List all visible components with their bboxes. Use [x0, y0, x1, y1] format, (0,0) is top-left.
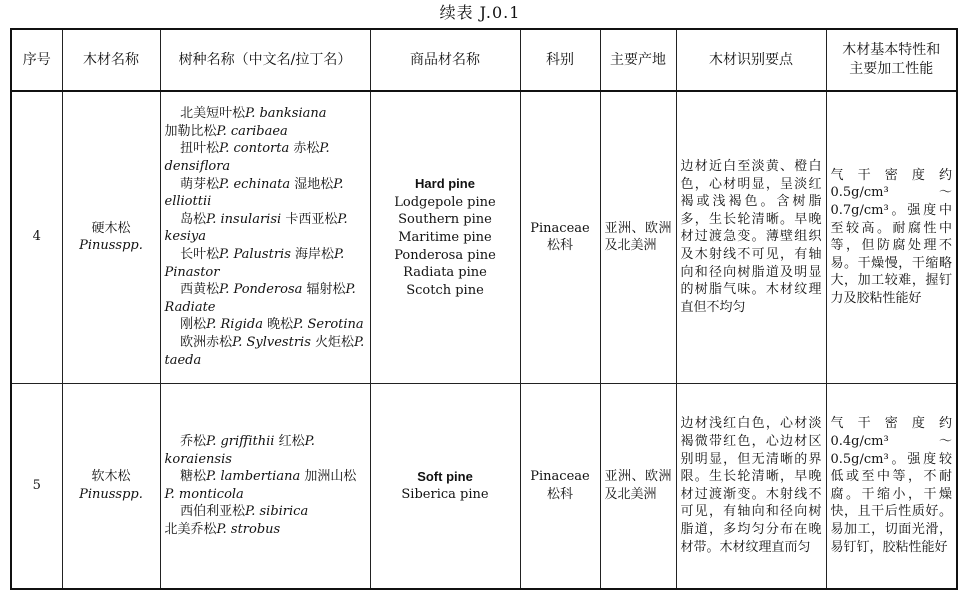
origin-cell: 亚洲、欧洲及北美洲 — [600, 91, 676, 383]
wood-name-cell — [62, 383, 160, 589]
trade-name-cell — [370, 383, 520, 589]
header-wood-name: 木材名称 — [62, 29, 160, 91]
header-properties-line1: 木材基本特性和 — [842, 42, 941, 58]
species-latin: P. kesiya — [164, 211, 348, 245]
species-cn: 北美短叶松 — [180, 106, 246, 122]
wood-species-table — [10, 28, 958, 590]
family-latin: Pinaceae — [530, 220, 590, 236]
family-cn: 松科 — [546, 486, 573, 502]
header-identification: 木材识别要点 — [676, 29, 826, 91]
species-cn: 辐射松 — [306, 282, 346, 298]
species-cell — [160, 383, 370, 589]
row-no: 4 — [11, 91, 62, 383]
species-latin: P. Ponderosa — [219, 282, 303, 298]
trade-group: Soft pine — [417, 468, 473, 484]
species-cn: 萌芽松 — [180, 176, 220, 192]
species-cell — [160, 91, 370, 383]
species-cn: 火炬松 — [315, 335, 355, 351]
header-row — [11, 29, 957, 91]
species-latin: P. elliottii — [164, 176, 344, 210]
wood-name-cn: 硬木松 — [91, 220, 131, 236]
species-latin: P. Pinastor — [164, 247, 345, 280]
species-latin: P. Rigida — [206, 317, 263, 333]
species-cn: 红松 — [278, 433, 305, 449]
properties-cell: 气干密度约0.4g/cm³～0.5g/cm³。强度较低或至中等，不耐腐。干缩小，干燥快，且干后性质好。易加工，切面光滑，易钉钉，胶粘性能好 — [826, 383, 957, 589]
species-cn: 扭叶松 — [180, 141, 220, 157]
species-latin: P. sibirica — [245, 504, 309, 520]
properties-cell: 气干密度约0.5g/cm³～0.7g/cm³。强度中至较高。耐腐性中等，但防腐处理不易。干燥慢，干缩略大，加工较难，握钉力及胶粘性能好 — [826, 91, 957, 383]
header-properties — [826, 29, 957, 91]
species-latin: P. densiflora — [164, 141, 330, 175]
family-latin: Pinaceae — [530, 469, 590, 485]
species-cn: 刚松 — [180, 317, 207, 333]
header-species: 树种名称（中文名/拉丁名） — [160, 29, 370, 91]
wood-name-cell — [62, 91, 160, 383]
header-origin: 主要产地 — [600, 29, 676, 91]
species-latin: P. Palustris — [219, 247, 291, 263]
wood-name-latin: Pinusspp. — [79, 486, 143, 502]
trade-name-cell — [370, 91, 520, 383]
trade-name-item: Ponderosa pine — [394, 247, 496, 263]
species-latin: P. caribaea — [216, 123, 288, 139]
species-latin: P. lambertiana — [206, 469, 301, 485]
species-latin: P. taeda — [164, 335, 365, 368]
species-cn: 北美乔松 — [164, 521, 217, 537]
species-cn: 湿地松 — [294, 176, 334, 192]
species-latin: P. contorta — [219, 141, 290, 157]
trade-name-item: Scotch pine — [406, 282, 484, 298]
species-latin: P. griffithii — [206, 433, 275, 449]
species-cn: 糖松 — [180, 469, 207, 485]
species-cn: 加洲山松 — [304, 469, 357, 485]
trade-name-item: Lodgepole pine — [394, 194, 496, 210]
species-latin: P. banksiana — [245, 106, 327, 122]
species-cn: 晚松 — [267, 317, 294, 333]
identification-cell: 边材近白至淡黄、橙白色，心材明显，呈淡红褐或浅褐色。含树脂多，生长轮清晰。早晚材过渡急变。薄壁组织及木射线不可见，有轴向和径向树脂道及明显的树脂气味。木材纹理直但不均匀 — [676, 91, 826, 383]
species-latin: P. Radiate — [164, 282, 356, 315]
species-latin: P. Serotina — [293, 317, 364, 333]
species-cn: 乔松 — [180, 433, 207, 449]
header-properties-line2: 主要加工性能 — [849, 61, 934, 77]
species-cn: 加勒比松 — [164, 123, 217, 139]
trade-group: Hard pine — [415, 176, 475, 192]
species-latin: P. strobus — [216, 521, 281, 537]
family-cell — [520, 91, 600, 383]
header-trade-name: 商品材名称 — [370, 29, 520, 91]
table-row — [11, 91, 957, 383]
species-latin: P. echinata — [219, 176, 291, 192]
species-cn: 赤松 — [293, 141, 320, 157]
species-cn: 西伯利亚松 — [180, 504, 246, 520]
species-latin: P. koraiensis — [164, 433, 315, 467]
species-latin: P. insularisi — [206, 211, 282, 227]
species-cn: 卡西亚松 — [285, 211, 338, 227]
species-latin: P. monticola — [164, 486, 244, 502]
header-family: 科别 — [520, 29, 600, 91]
wood-name-latin: Pinusspp. — [79, 238, 143, 254]
species-cn: 海岸松 — [295, 247, 335, 263]
trade-name-item: Southern pine — [398, 212, 492, 228]
trade-name-item: Maritime pine — [398, 229, 492, 245]
species-cn: 长叶松 — [180, 247, 220, 263]
species-cn: 西黄松 — [180, 282, 220, 298]
header-no: 序号 — [11, 29, 62, 91]
species-latin: P. Sylvestris — [232, 335, 311, 351]
row-no: 5 — [11, 383, 62, 589]
trade-name-item: Siberica pine — [401, 487, 489, 503]
table-row — [11, 383, 957, 589]
identification-cell: 边材浅红白色，心材淡褐微带红色，心边材区别明显，但无清晰的界限。生长轮清晰，早晚材过渡渐变。木射线不可见，有轴向和径向树脂道，多均匀分布在晚材带。木材纹理直而匀 — [676, 383, 826, 589]
species-cn: 欧洲赤松 — [180, 335, 233, 351]
wood-name-cn: 软木松 — [91, 469, 131, 485]
species-cn: 岛松 — [180, 211, 207, 227]
family-cell — [520, 383, 600, 589]
family-cn: 松科 — [546, 238, 573, 254]
origin-cell: 亚洲、欧洲及北美洲 — [600, 383, 676, 589]
trade-name-item: Radiata pine — [403, 265, 487, 281]
table-caption: 续表 J.0.1 — [439, 3, 521, 22]
